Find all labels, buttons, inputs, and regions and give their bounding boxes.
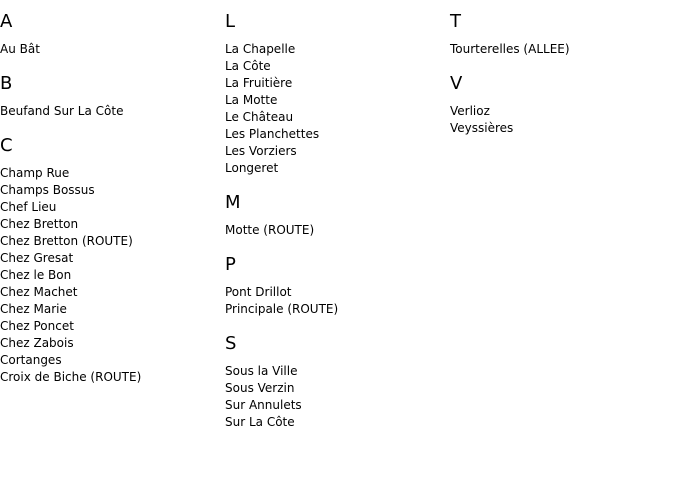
street-list bbox=[225, 284, 445, 318]
street-link[interactable]: Chez Marie bbox=[0, 302, 67, 316]
street-list bbox=[225, 41, 445, 177]
street-link[interactable]: Chez Machet bbox=[0, 285, 78, 299]
street-link[interactable]: Chez Poncet bbox=[0, 319, 74, 333]
street-link[interactable]: Cortanges bbox=[0, 353, 62, 367]
letter-section bbox=[225, 254, 445, 318]
street-link[interactable]: Pont Drillot bbox=[225, 285, 292, 299]
street-link[interactable]: Verlioz bbox=[450, 104, 490, 118]
street-link[interactable]: Croix de Biche (ROUTE) bbox=[0, 370, 142, 384]
street-list bbox=[225, 363, 445, 431]
letter-section bbox=[225, 11, 445, 177]
letter-section bbox=[0, 73, 220, 120]
street-link[interactable]: Chez Gresat bbox=[0, 251, 74, 265]
street-list bbox=[0, 165, 220, 386]
street-link[interactable]: La Chapelle bbox=[225, 42, 296, 56]
letter-section bbox=[450, 73, 670, 137]
letter-heading: P bbox=[225, 254, 236, 275]
index-column bbox=[450, 11, 670, 152]
street-link[interactable]: Beufand Sur La Côte bbox=[0, 104, 124, 118]
letter-heading: C bbox=[0, 135, 13, 156]
street-link[interactable]: Sur Annulets bbox=[225, 398, 302, 412]
letter-heading: A bbox=[0, 11, 13, 32]
letter-section bbox=[225, 333, 445, 431]
street-link[interactable]: Chez Zabois bbox=[0, 336, 74, 350]
street-link[interactable]: Champ Rue bbox=[0, 166, 70, 180]
street-link[interactable]: Sous la Ville bbox=[225, 364, 298, 378]
letter-heading: T bbox=[450, 11, 461, 32]
street-link[interactable]: Chez Bretton (ROUTE) bbox=[0, 234, 133, 248]
street-link[interactable]: Champs Bossus bbox=[0, 183, 95, 197]
street-link[interactable]: Tourterelles (ALLEE) bbox=[450, 42, 570, 56]
street-link[interactable]: Le Château bbox=[225, 110, 294, 124]
letter-heading: B bbox=[0, 73, 13, 94]
street-link[interactable]: Longeret bbox=[225, 161, 279, 175]
street-link[interactable]: Sur La Côte bbox=[225, 415, 295, 429]
street-list bbox=[0, 103, 220, 120]
street-link[interactable]: Chez Bretton bbox=[0, 217, 79, 231]
street-list bbox=[450, 41, 670, 58]
street-link[interactable]: Sous Verzin bbox=[225, 381, 295, 395]
letter-section bbox=[225, 192, 445, 239]
street-link[interactable]: Chez le Bon bbox=[0, 268, 72, 282]
street-link[interactable]: La Fruitière bbox=[225, 76, 293, 90]
letter-heading: S bbox=[225, 333, 237, 354]
street-link[interactable]: Principale (ROUTE) bbox=[225, 302, 339, 316]
street-list bbox=[225, 222, 445, 239]
street-list bbox=[0, 41, 220, 58]
letter-heading: L bbox=[225, 11, 236, 32]
letter-heading: V bbox=[450, 73, 463, 94]
street-link[interactable]: Les Planchettes bbox=[225, 127, 320, 141]
street-link[interactable]: Motte (ROUTE) bbox=[225, 223, 315, 237]
street-link[interactable]: La Côte bbox=[225, 59, 271, 73]
index-column bbox=[225, 11, 445, 446]
street-list bbox=[450, 103, 670, 137]
street-link[interactable]: La Motte bbox=[225, 93, 278, 107]
index-column bbox=[0, 11, 220, 401]
street-link[interactable]: Veyssières bbox=[450, 121, 514, 135]
letter-section bbox=[0, 135, 220, 386]
street-link[interactable]: Les Vorziers bbox=[225, 144, 297, 158]
street-link[interactable]: Chef Lieu bbox=[0, 200, 57, 214]
letter-heading: M bbox=[225, 192, 241, 213]
letter-section bbox=[450, 11, 670, 58]
street-link[interactable]: Au Bât bbox=[0, 42, 40, 56]
letter-section bbox=[0, 11, 220, 58]
